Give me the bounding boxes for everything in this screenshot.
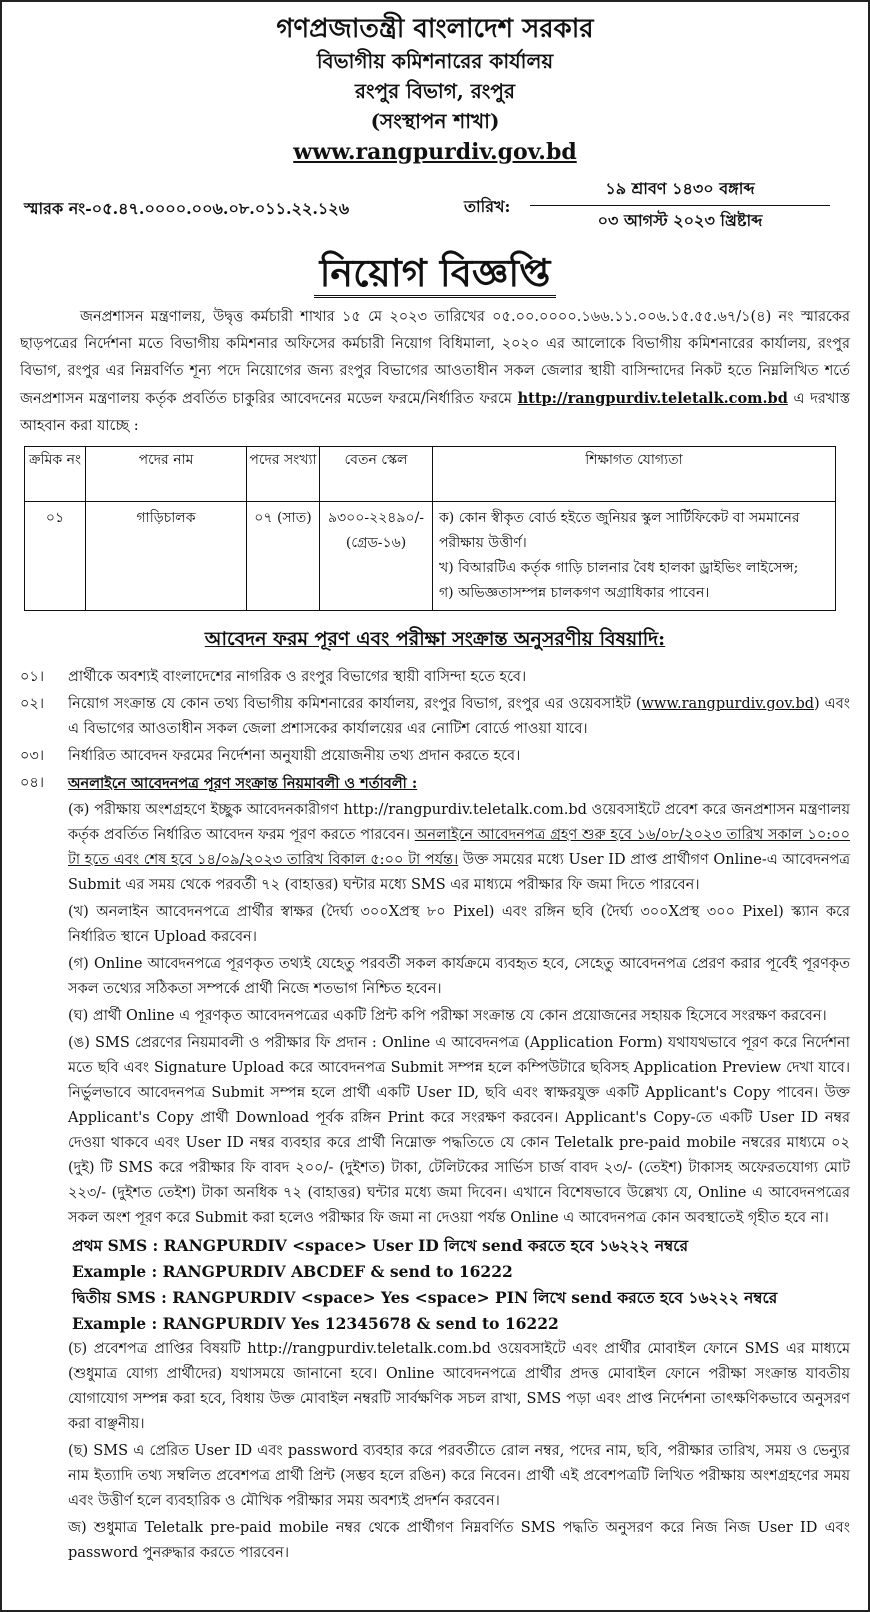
section-heading bbox=[20, 625, 850, 657]
date-bangla: ১৯ শ্রাবণ ১৪৩০ বঙ্গাব্দ bbox=[530, 176, 830, 206]
rule-kha: (খ) অনলাইন আবেদনপত্রে প্রার্থীর স্বাক্ষর (দৈর্ঘ্য ৩০০Xপ্রস্থ ৮০ Pixel) এবং রঙ্গিন ছবি (দৈর্ঘ্য ৩০০Xপ্রস্থ ৩০০ Pixel) স্ক্যান করে নির্ধারিত স্থানে Upload করবেন। bbox=[68, 904, 850, 945]
grade-value: (গ্রেড-১৬) bbox=[345, 535, 407, 551]
intro-tail: এ দরখাস্ত আহবান করা যাচ্ছে : bbox=[20, 391, 851, 434]
sms-example-1: Example : RANGPURDIV ABCDEF & send to 16222 bbox=[72, 1262, 513, 1281]
item-text: প্রার্থীকে অবশ্যই বাংলাদেশের নাগরিক ও রংপুর বিভাগের স্থায়ী বাসিন্দা হতে হবে। bbox=[68, 669, 527, 685]
qualification-1: ক) কোন স্বীকৃত বোর্ড হইতে জুনিয়র স্কুল সার্টিফিকেট বা সমমানের পরীক্ষায় উত্তীর্ণ। bbox=[439, 510, 800, 551]
item-number: ০২। bbox=[20, 696, 45, 712]
item-text: নির্ধারিত আবেদন ফরমের নির্দেশনা অনুযায়ী প্রয়োজনীয় তথ্য প্রদান করতে হবে। bbox=[68, 748, 521, 764]
qualification-2: খ) বিআরটিএ কর্তৃক গাড়ি চালনার বৈধ হালকা ড্রাইভিং লাইসেন্স; bbox=[439, 560, 799, 576]
rule-ka-highlight: অনলাইনে আবেদনপত্র গ্রহণ শুরু হবে ১৬/০৮/২০২৩ তারিখ সকাল ১০:০০ টা হতে এবং শেষ হবে ১৪/০৯/২০২৩ তারিখ বিকাল ৫:০০ টা পর্যন্ত। bbox=[68, 827, 850, 868]
rule-uo: (ঙ) SMS প্রেরণের নিয়মাবলী ও পরীক্ষার ফি প্রদান : Online এ আবেদনপত্র (Application Form) যথাযথভাবে পূরণ করে নির্দেশনা মতে ছবি এবং Signature Upload করে আবেদনপত্র Submit সম্পন্ন হলে কম্পিউটারে ছবিসহ Application Preview দেখা যাবে। নির্ভুলভাবে আবেদনপত্র Submit সম্পন্ন হলে প্রার্থী একটি User ID, ছবি এবং স্বাক্ষরযুক্ত একটি Applicant's Copy পাবেন। উক্ত Applicant's Copy প্রার্থী Download পূর্বক রঙ্গিন Print করে সংরক্ষণ করবেন। Applicant's Copy-তে একটি User ID নম্বর দেওয়া থাকবে এবং User ID নম্বর ব্যবহার করে প্রার্থী নিম্নোক্ত পদ্ধতিতে যে কোন Teletalk pre-paid mobile নম্বরের মাধ্যমে ০২ (দুই) টি SMS করে পরীক্ষার ফি বাবদ ২০০/- (দুইশত) টাকা, টেলিটকের সার্ভিস চার্জ বাবদ ২৩/- (তেইশ) টাকাসহ অফেরতযোগ্য মোট ২২৩/- (দুইশত তেইশ) টাকা অনধিক ৭২ (বাহাত্তর) ঘন্টার মধ্যে জমা দিবেন। এখানে বিশেষভাবে উল্লেখ্য যে, Online এ আবেদনপত্রের সকল অংশ পূরণ করে Submit করা হলেও পরীক্ষার ফি জমা না দেওয়া পর্যন্ত Online এ আবেদনপত্র কোন অবস্থাতেই গৃহীত হবে না। bbox=[68, 1035, 850, 1226]
rule-ka-b: উক্ত সময়ের মধ্যে User ID প্রাপ্ত প্রার্থীগণ Online-এ আবেদনপত্র Submit এর সময় থেকে পরবর্তী ৭২ (বাহাত্তর) ঘন্টার মধ্যে SMS এর মাধ্যমে পরীক্ষার ফি জমা দিতে পারবেন। bbox=[68, 852, 850, 893]
item-number: ০১। bbox=[20, 669, 45, 685]
table-header-row bbox=[25, 447, 836, 502]
item-number: ০৩। bbox=[20, 748, 45, 764]
sms-example-2: Example : RANGPURDIV Yes 12345678 & send to 16222 bbox=[72, 1314, 559, 1333]
intro-text: জনপ্রশাসন মন্ত্রণালয়, উদ্বৃত্ত কর্মচারী শাখার ১৫ মে ২০২৩ তারিখের ০৫.০০.০০০০.১৬৬.১১.০০৬.১৫.৫৫.৬৭/১(৪) নং স্মারকের ছাড়পত্রের নির্দেশনা মতে বিভাগীয় কমিশনার অফিসের কর্মচারী নিয়োগ বিধিমালা, ২০২০ এর আলোকে বিভাগীয় কমিশনারের কার্যালয়, রংপুর বিভাগ, রংপুর এর নিম্নবর্ণিত শূন্য পদে নিয়োগের জন্য রংপুর বিভাগের আওতাধীন সকল জেলার স্থায়ী বাসিন্দাদের নিকট হতে নিম্নলিখিত শর্তে জনপ্রশাসন মন্ত্রণালয় কর্তৃক প্রবর্তিত চাকুরির আবেদনের মডেল ফরমে/নির্ধারিত ফরমে bbox=[20, 309, 850, 407]
notice-title-text: নিয়োগ বিজ্ঞপ্তি bbox=[314, 250, 557, 298]
col-scale: বেতন স্কেল bbox=[320, 447, 433, 502]
posts-table bbox=[24, 446, 836, 611]
intro-paragraph bbox=[20, 304, 850, 440]
sms-first: প্রথম SMS : RANGPURDIV <space> User ID লিখে send করতে হবে ১৬২২২ নম্বরে bbox=[72, 1236, 688, 1255]
reference-row bbox=[20, 176, 850, 240]
cell-serial: ০১ bbox=[25, 502, 86, 611]
rule-cha: (চ) প্রবেশপত্র প্রাপ্তির বিষয়টি http://rangpurdiv.teletalk.com.bd ওয়েবসাইটে এবং প্রার্থীর মোবাইল ফোনে SMS এর মাধ্যমে (শুধুমাত্র যোগ্য প্রার্থীদের) যথাসময়ে জানানো হবে। Online আবেদনপত্রে প্রার্থীর প্রদত্ত মোবাইল ফোনে পরীক্ষা সংক্রান্ত যাবতীয় যোগাযোগ সম্পন্ন করা হবে, বিধায় উক্ত মোবাইল নম্বরটি সার্বক্ষণিক সচল রাখা, SMS পড়া এবং প্রাপ্ত নির্দেশনা তাৎক্ষণিকভাবে অনুসরণ করা বাঞ্ছনীয়। bbox=[68, 1341, 850, 1432]
date-block bbox=[464, 176, 844, 236]
teletalk-link[interactable]: http://rangpurdiv.teletalk.com.bd bbox=[517, 390, 788, 407]
cell-qualification bbox=[433, 502, 836, 611]
date-english: ০৩ আগস্ট ২০২৩ খ্রিষ্টাব্দ bbox=[597, 211, 763, 230]
table-row bbox=[25, 502, 836, 611]
rule-ka-a: (ক) পরীক্ষায় অংশগ্রহণে ইচ্ছুক আবেদনকারীগণ http://rangpurdiv.teletalk.com.bd ওয়েবসাইটে প্রবেশ করে জনপ্রশাসন মন্ত্রণালয় কর্তৃক প্রবর্তিত নির্ধারিত আবেদন ফরম পূরণ করতে পারবেন। bbox=[68, 802, 850, 843]
item-text-b: ) এবং এ বিভাগের আওতাধীন সকল জেলা প্রশাসকের কার্যালয়ের এর নোটিশ বোর্ডে পাওয়া যাবে। bbox=[68, 696, 851, 737]
cell-post: গাড়িচালক bbox=[86, 502, 247, 611]
item-text-a: নিয়োগ সংক্রান্ত যে কোন তথ্য বিভাগীয় কমিশনারের কার্যালয়, রংপুর বিভাগ, রংপুর এর ওয়েবসাইট ( bbox=[68, 696, 642, 712]
date-label: তারিখ: bbox=[464, 197, 511, 216]
section-heading-text: আবেদন ফরম পূরণ এবং পরীক্ষা সংক্রান্ত অনুসরণীয় বিষয়াদি: bbox=[204, 628, 666, 650]
scale-value: ৯৩০০-২২৪৯০/- bbox=[327, 510, 425, 526]
office-title: বিভাগীয় কমিশনারের কার্যালয় bbox=[316, 49, 554, 73]
cell-count: ০৭ (সাত) bbox=[247, 502, 320, 611]
division-website-link[interactable]: www.rangpurdiv.gov.bd bbox=[641, 696, 815, 712]
memo-number: স্মারক নং-০৫.৪৭.০০০০.০০৬.০৮.০১১.২২.১২৬ bbox=[24, 199, 350, 218]
list-item bbox=[20, 692, 850, 742]
sms-second: দ্বিতীয় SMS : RANGPURDIV <space> Yes <space> PIN লিখে send করতে হবে ১৬২২২ নম্বরে bbox=[72, 1288, 778, 1307]
qualification-3: গ) অভিজ্ঞতাসম্পন্ন চালকগণ অগ্রাধিকার পাবেন। bbox=[439, 585, 710, 601]
item-number: ০৪। bbox=[20, 775, 45, 791]
col-post: পদের নাম bbox=[86, 447, 247, 502]
rule-ga: (গ) Online আবেদনপত্রে পূরণকৃত তথ্যই যেহেতু পরবর্তী সকল কার্যক্রমে ব্যবহৃত হবে, সেহেতু আবেদনপত্র প্রেরণ করার পূর্বেই পূরণকৃত সকল তথ্যের সঠিকতা সম্পর্কে প্রার্থী নিজে শতভাগ নিশ্চিত হবেন। bbox=[68, 956, 850, 997]
col-count: পদের সংখ্যা bbox=[247, 447, 320, 502]
list-item bbox=[20, 665, 850, 690]
rule-ka bbox=[68, 798, 850, 898]
col-qualification: শিক্ষাগত যোগ্যতা bbox=[433, 447, 836, 502]
list-item bbox=[20, 771, 850, 796]
website-link[interactable]: www.rangpurdiv.gov.bd bbox=[293, 139, 577, 165]
division-title: রংপুর বিভাগ, রংপুর bbox=[355, 79, 515, 103]
govt-title: গণপ্রজাতন্ত্রী বাংলাদেশ সরকার bbox=[276, 14, 594, 44]
list-item bbox=[20, 744, 850, 769]
item-text: অনলাইনে আবেদনপত্র পূরণ সংক্রান্ত নিয়মাবলী ও শর্তাবলী : bbox=[68, 775, 418, 792]
col-serial: ক্রমিক নং bbox=[25, 447, 86, 502]
item-text bbox=[68, 692, 850, 742]
cell-scale bbox=[320, 502, 433, 611]
rule-ja: জ) শুধুমাত্র Teletalk pre-paid mobile নম্বর থেকে প্রার্থীগণ নিম্নবর্ণিত SMS পদ্ধতি অনুসরণ করে নিজ নিজ User ID এবং password পুনরুদ্ধার করতে পারবেন। bbox=[68, 1520, 850, 1561]
rule-chha: (ছ) SMS এ প্রেরিত User ID এবং password ব্যবহার করে পরবর্তীতে রোল নম্বর, পদের নাম, ছবি, পরীক্ষার তারিখ, সময় ও ভেন্যুর নাম ইত্যাদি তথ্য সম্বলিত প্রবেশপত্র প্রার্থী প্রিন্ট (সম্ভব হলে রঙিন) করে নিবেন। প্রার্থী এই প্রবেশপত্রটি লিখিত পরীক্ষায় অংশগ্রহণের সময় এবং উত্তীর্ণ হলে ব্যবহারিক ও মৌখিক পরীক্ষার সময় অবশ্যই প্রদর্শন করবেন। bbox=[68, 1443, 850, 1509]
branch-title: (সংস্থাপন শাখা) bbox=[370, 109, 500, 133]
rule-gha: (ঘ) প্রার্থী Online এ পূরণকৃত আবেদনপত্রের একটি প্রিন্ট কপি পরীক্ষা সংক্রান্ত যে কোন প্রয়োজনের সহায়ক হিসেবে সংরক্ষণ করবেন। bbox=[68, 1008, 827, 1024]
notice-title bbox=[20, 250, 850, 296]
